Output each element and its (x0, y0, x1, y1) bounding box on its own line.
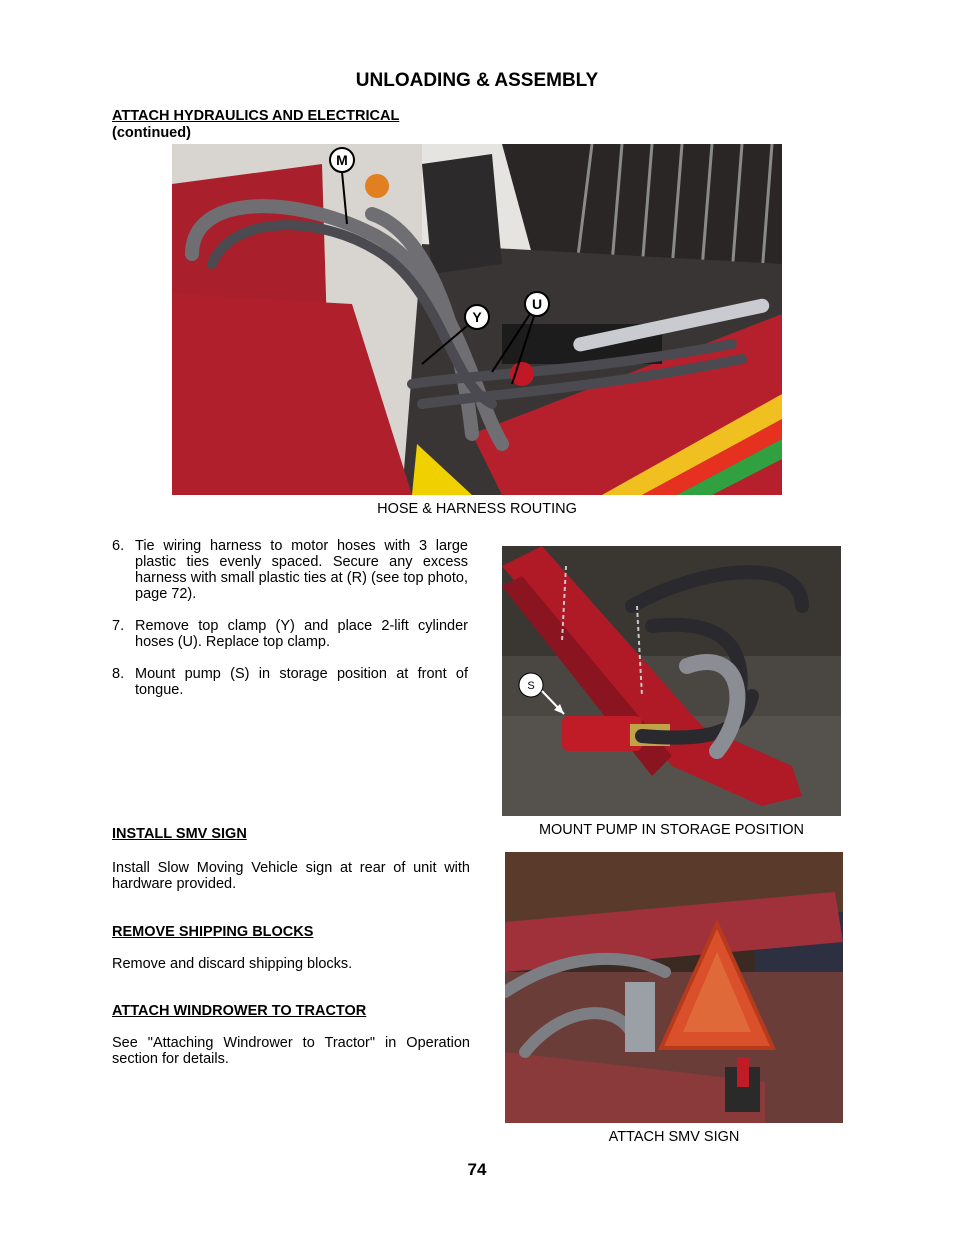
section-heading-tractor: ATTACH WINDROWER TO TRACTOR (112, 1003, 367, 1019)
step-text: Tie wiring harness to motor hoses with 3 large plastic ties evenly spaced. Secure any excess harness with small plastic ties at (R) (see top photo, page 72). (135, 538, 468, 602)
tractor-text: See "Attaching Windrower to Tractor" in Operation section for details. (112, 1035, 470, 1067)
smv-sign-photo (505, 852, 843, 1123)
hose-photo-caption: HOSE & HARNESS ROUTING (377, 501, 577, 517)
pump-storage-photo (502, 546, 841, 816)
callout-y: Y (472, 309, 482, 325)
section-heading-smv: INSTALL SMV SIGN (112, 826, 247, 842)
step-text: Remove top clamp (Y) and place 2-lift cylinder hoses (U). Replace top clamp. (135, 618, 468, 650)
step-number: 7. (112, 618, 125, 634)
smv-text: Install Slow Moving Vehicle sign at rear of unit with hardware provided. (112, 860, 470, 892)
page-number: 74 (467, 1160, 487, 1179)
step-text: Mount pump (S) in storage position at front of tongue. (135, 666, 468, 698)
callout-s: S (527, 680, 535, 692)
callout-u: U (531, 296, 543, 312)
callout-m: M (336, 152, 348, 168)
assembly-steps (112, 538, 468, 714)
blocks-text: Remove and discard shipping blocks. (112, 956, 353, 972)
step-number: 6. (112, 538, 125, 554)
list-item (112, 538, 468, 602)
pump-photo-caption: MOUNT PUMP IN STORAGE POSITION (538, 822, 805, 838)
list-item (112, 666, 468, 698)
page-title: UNLOADING & ASSEMBLY (355, 70, 599, 91)
list-item (112, 618, 468, 650)
section-heading-blocks: REMOVE SHIPPING BLOCKS (112, 924, 314, 940)
smv-photo-caption: ATTACH SMV SIGN (608, 1129, 740, 1145)
hose-harness-photo (172, 144, 782, 495)
continued-label: (continued) (112, 125, 191, 141)
step-number: 8. (112, 666, 125, 682)
section-heading-hydraulics: ATTACH HYDRAULICS AND ELECTRICAL (112, 108, 400, 124)
